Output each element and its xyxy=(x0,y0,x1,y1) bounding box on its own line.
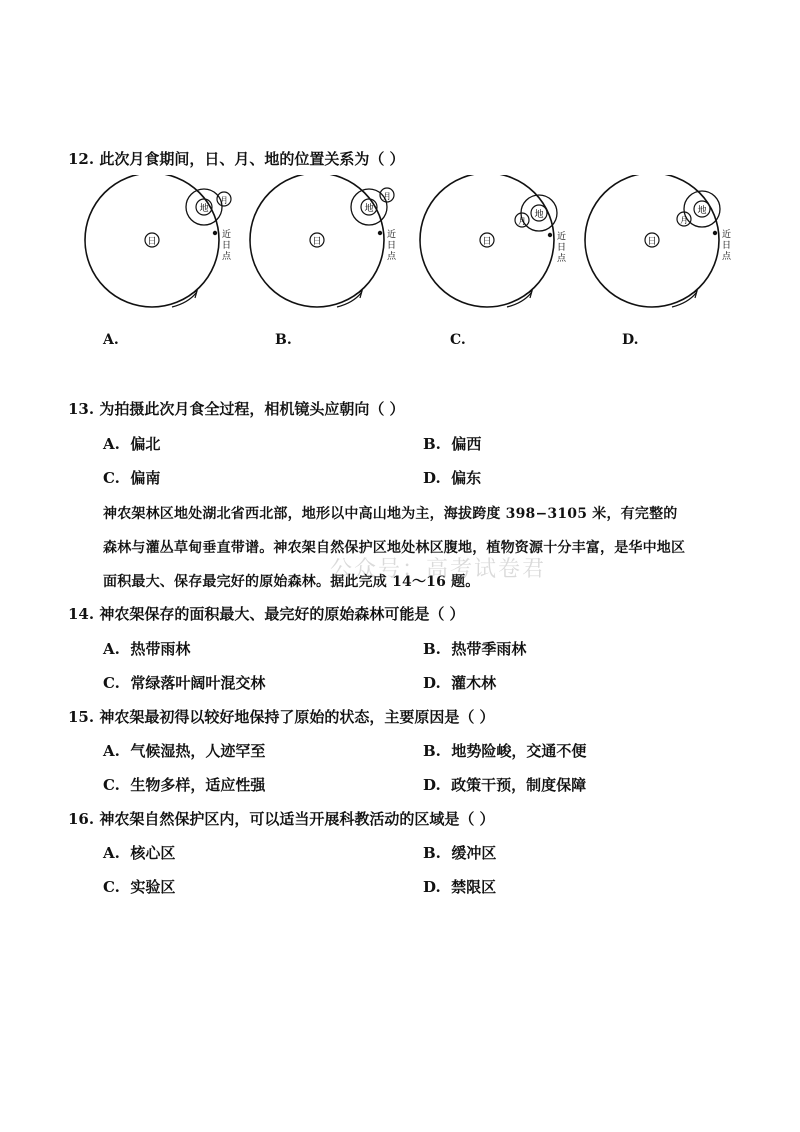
perihelion-char-2: 日 xyxy=(387,241,397,251)
question-14-stem: 14. 神农架保存的面积最大、最完好的原始森林可能是（ ） xyxy=(68,605,465,623)
q16-option-d[interactable]: D. 禁限区 xyxy=(423,878,497,896)
q12-option-b[interactable]: B. xyxy=(275,332,292,348)
q14-option-b[interactable]: B. 热带季雨林 xyxy=(423,640,527,658)
q13-option-a[interactable]: A. 偏北 xyxy=(103,435,161,453)
passage-line-3: 面积最大、保存最完好的原始森林。据此完成 14～16 题。 xyxy=(103,574,480,590)
orbit-diagram-c xyxy=(415,175,575,334)
sun-label: 日 xyxy=(482,237,492,247)
passage-line-1: 神农架林区地处湖北省西北部，地形以中高山地为主，海拔跨度 398−3105 米，有完整的 xyxy=(103,506,678,522)
q14-option-d[interactable]: D. 灌木林 xyxy=(423,674,497,692)
q12-option-a[interactable]: A. xyxy=(103,332,119,348)
q16-option-c[interactable]: C. 实验区 xyxy=(103,878,176,896)
perihelion-char-1: 近 xyxy=(387,230,397,240)
perihelion-char-2: 日 xyxy=(557,243,567,253)
orbit-diagram-a xyxy=(80,175,240,334)
earth-label: 地 xyxy=(199,204,209,214)
moon-label: 月 xyxy=(518,217,526,226)
sun-label: 日 xyxy=(147,237,157,247)
sun-label: 日 xyxy=(312,237,322,247)
passage-line-2: 森林与灌丛草甸垂直带谱。神农架自然保护区地处林区腹地，植物资源十分丰富，是华中地区 xyxy=(103,540,686,556)
earth-label: 地 xyxy=(364,204,374,214)
q15-option-a[interactable]: A. 气候湿热，人迹罕至 xyxy=(103,742,266,760)
question-16-stem: 16. 神农架自然保护区内，可以适当开展科教活动的区域是（ ） xyxy=(68,810,495,828)
question-13-stem: 13. 为拍摄此次月食全过程，相机镜头应朝向（ ） xyxy=(68,400,405,418)
question-15-stem: 15. 神农架最初得以较好地保持了原始的状态，主要原因是（ ） xyxy=(68,708,495,726)
perihelion-char-3: 点 xyxy=(722,252,732,262)
moon-label: 月 xyxy=(383,192,391,201)
perihelion-char-1: 近 xyxy=(222,230,232,240)
q12-option-c[interactable]: C. xyxy=(450,332,466,348)
q16-option-a[interactable]: A. 核心区 xyxy=(103,844,176,862)
q13-option-b[interactable]: B. 偏西 xyxy=(423,435,482,453)
perihelion-char-3: 点 xyxy=(222,252,232,262)
perihelion-char-3: 点 xyxy=(387,252,397,262)
perihelion-char-1: 近 xyxy=(557,232,567,242)
q15-option-c[interactable]: C. 生物多样，适应性强 xyxy=(103,776,266,794)
perihelion-char-2: 日 xyxy=(222,241,232,251)
q13-option-c[interactable]: C. 偏南 xyxy=(103,469,161,487)
q15-option-b[interactable]: B. 地势险峻，交通不便 xyxy=(423,742,587,760)
q14-option-c[interactable]: C. 常绿落叶阔叶混交林 xyxy=(103,674,266,692)
moon-label: 月 xyxy=(680,216,688,225)
q13-option-d[interactable]: D. 偏东 xyxy=(423,469,482,487)
orbit-diagram-b xyxy=(245,175,405,334)
perihelion-char-2: 日 xyxy=(722,241,732,251)
q14-option-a[interactable]: A. 热带雨林 xyxy=(103,640,191,658)
earth-label: 地 xyxy=(697,206,707,216)
q12-option-d[interactable]: D. xyxy=(622,332,639,348)
q16-option-b[interactable]: B. 缓冲区 xyxy=(423,844,497,862)
q15-option-d[interactable]: D. 政策干预，制度保障 xyxy=(423,776,587,794)
question-12-stem: 12. 此次月食期间，日、月、地的位置关系为（ ） xyxy=(68,150,405,168)
orbit-diagram-d xyxy=(580,175,740,334)
watermark: 公众号：高考试卷君 xyxy=(330,557,547,582)
moon-label: 月 xyxy=(220,196,228,205)
earth-label: 地 xyxy=(534,210,544,220)
perihelion-char-1: 近 xyxy=(722,230,732,240)
sun-label: 日 xyxy=(647,237,657,247)
perihelion-char-3: 点 xyxy=(557,254,567,264)
